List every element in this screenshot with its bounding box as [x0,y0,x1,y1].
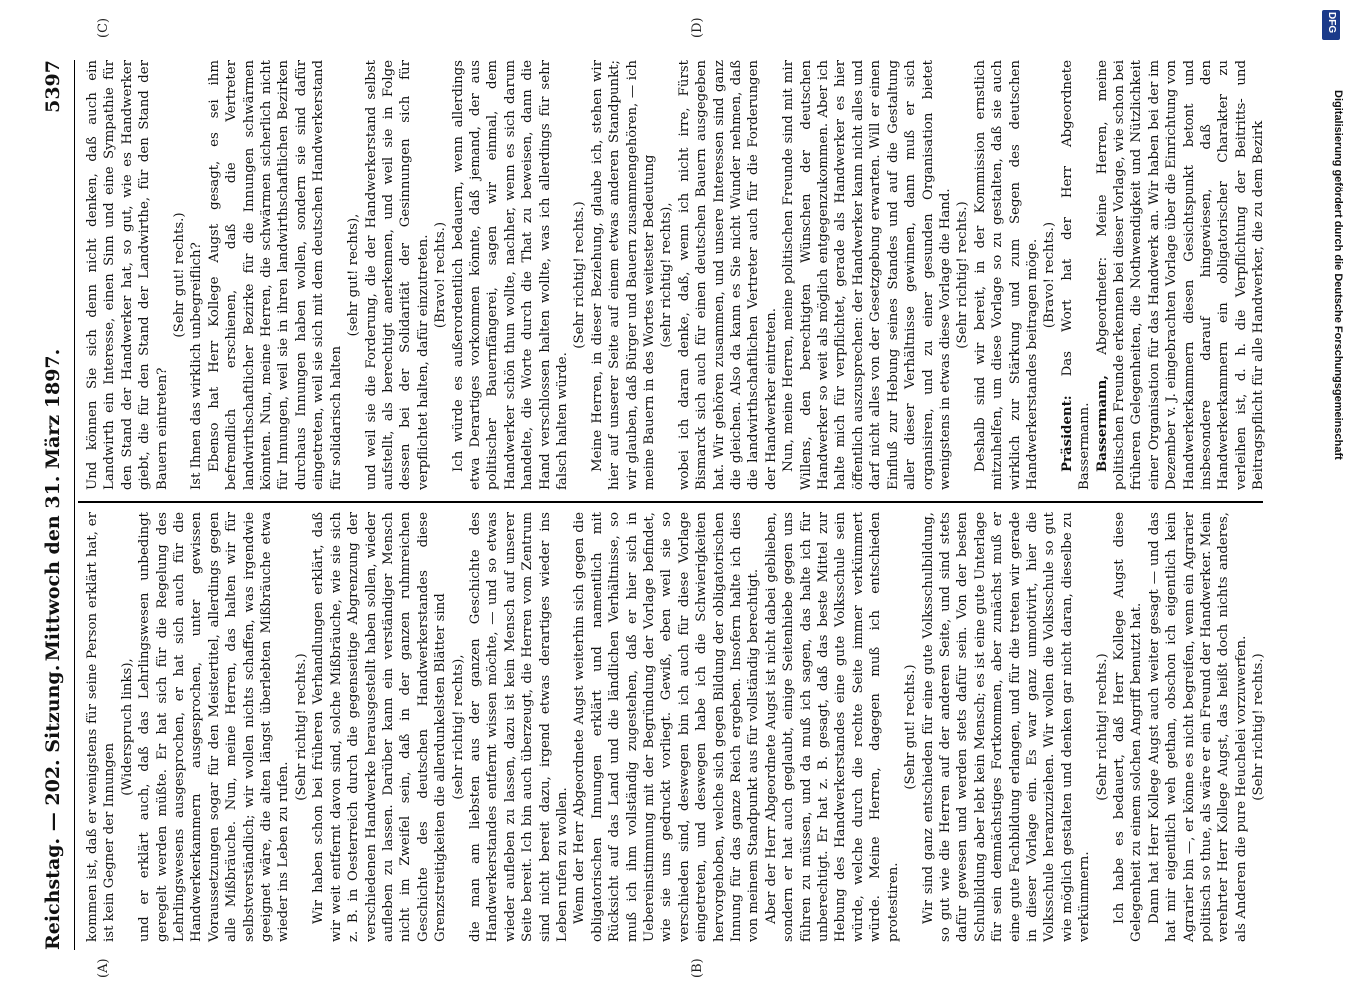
right-paragraph [1059,60,1094,490]
left-paragraph [1094,512,1111,942]
paragraph-text: Wir haben schon bei früheren Verhandlungen erklärt, daß wir weit entfernt davon sind, solche Mißbräuche, wie sie sich z. B. in Oesterreich durch die gegenseitige Abgrenzung der verschiedenen Handwerke herausgestellt haben sollen, wieder aufleben zu lassen. Darüber kann ein verständiger Mensch nicht im Zweifel sein, daß in der ganzen ruhmreichen Geschichte des deutschen Handwerkerstandes diese Grenzstreitigkeiten die allerdunkelsten Blätter sind [311,512,449,942]
left-paragraph [902,512,919,942]
paragraph-text: Ist Ihnen das wirklich unbegreiflich? [189,242,205,490]
paragraph-text: Nun, meine Herren, meine politischen Freunde sind mit mir Willens, den berechtigten Wünschen der deutschen Handwerker so weit als möglich entgegenzukommen. Aber ich halte mich für verpflichtet, gerade als Handwerker es hier öffentlich auszusprechen: der Handwerker kann nicht alles und darf nicht alles von der Gesetzgebung erwarten. Will er einen Einfluß zur Hebung seines Standes und auf die Gestaltung aller dieser Verhältnisse gewinnen, dann muß er sich organisiren, und zu einer gesunden Organisation bietet wenigstens in etwas diese Vorlage die Hand. [781,60,953,490]
running-head [34,60,75,950]
left-column [84,512,1267,942]
paragraph-text: (Sehr gut! rechts.) [903,664,919,790]
right-paragraph [676,60,780,490]
right-paragraph [84,60,171,490]
margin-marker-d: (D) [690,17,705,38]
left-paragraph [450,512,467,942]
right-paragraph [1094,60,1268,490]
dfg-logo-text: DFG [1326,12,1337,34]
right-paragraph [188,60,205,490]
right-paragraph [954,60,971,490]
paragraph-text: Meine Herren, in dieser Beziehung, glaube ich, stehen wir hier auf unserer Seite auf einem etwas anderen Standpunkt; wir glauben, daß Bürger und Bauern zusammengehören, — ich meine Bauern in des Wortes weitester Bedeutung [589,60,657,490]
paragraph-text: kommen ist, daß er wenigstens für seine Person erklärt hat, er ist kein Gegner der Innungen [85,512,118,942]
paragraph-text: Ich würde es außerordentlich bedauern, wenn allerdings etwa Derartiges vorkommen könnte, daß jemand, der aus politischer Bauernfängerei, sagen wir einmal, dem Handwerker schön thun wollte, nachher, wenn es sich darum handelte, die Worte durch die That zu beweisen, dann die Hand verschlossen halten wollte, was ich allerdings für sehr falsch halten würde. [450,60,570,490]
paragraph-text: (Sehr richtig! rechts.) [955,201,971,349]
left-paragraph [571,512,762,942]
digitization-note [1318,90,1346,970]
dfg-logo [1322,10,1340,40]
paragraph-text: (Widerspruch links), [119,658,135,796]
right-paragraph [780,60,954,490]
paragraph-text: Deshalb sind wir bereit, in der Kommission ernstlich mitzuhelfen, um diese Vorlage so zu gestalten, daß sie auch wirklich zur Stärkung und zum Segen des deutschen Handwerkerstandes beitragen möge. [972,60,1040,490]
paragraph-text: Das Wort hat der Herr Abgeordnete Bassermann. [1059,60,1093,490]
paragraph-text: (Sehr richtig! rechts.) [1094,653,1110,801]
right-paragraph [589,60,659,490]
paragraph-text: (sehr richtig! rechts), [659,202,675,348]
right-paragraph [450,60,572,490]
digitization-note-text: Digitalisierung gefördert durch die Deutsche Forschungsgemeinschaft [1332,90,1344,460]
right-paragraph [345,60,362,490]
paragraph-text: (Sehr richtig! rechts.) [572,201,588,349]
left-paragraph [84,512,119,942]
right-paragraph [171,60,188,490]
page-number: 5397 [42,60,64,113]
left-paragraph [920,512,1094,942]
right-paragraph [972,60,1042,490]
paragraph-text: (Bravo! rechts.) [1042,221,1058,329]
right-paragraph [571,60,588,490]
left-paragraph [136,512,293,942]
paragraph-text: Dann hat Herr Kollege Augst auch weiter gesagt — und das hat mir eigentlich weh gethan, obschon ich eigentlich kein Agrarier bin —, er könne es nicht begreifen, wenn ein Agrarier politisch so thue, als wäre er ein Freund der Handwerker. Mein verehrter Herr Kollege Augst, das heißt doch nichts anderes, als Anderen die pure Heuchelei vorzuwerfen. [1146,512,1249,942]
column-rule [78,502,1263,504]
paragraph-text: Abgeordneter: Meine Herren, meine politischen Freunde erkennen bei dieser Vorlage, wie schon bei früheren Gelegenheiten, die Nothwendigkeit und Nützlichkeit einer Organisation für das Handwerk an. Wir haben bei der im Dezember v. J. eingebrachten Vorlage über die Einrichtung von Handwerkerkammern diesen Gesichtspunkt betont und insbesondere darauf hingewiesen, daß den Handwerkerkammern ein obligatorischer Charakter zu verleihen ist, d. h. die Verpflichtung der Beitritts- und Beitragspflicht für alle Handwerker, die zu dem Bezirk [1094,60,1267,490]
paragraph-text: Aber der Herr Abgeordnete Augst ist nicht dabei geblieben, sondern er hat auch geglaubt, einige Seitenhiebe gegen uns führen zu müssen, und da muß ich sagen, das halte ich für unberechtigt. Er hat z. B. gesagt, daß das beste Mittel zur Hebung des Handwerkerstandes eine gute Volksschule sein würde, welche durch die rechte Seite immer verkümmert würde. Meine Herren, dagegen muß ich entschieden protestiren. [763,512,901,942]
paragraph-text: Ich habe es bedauert, daß Herr Kollege Augst diese Gelegenheit zu einem solchen Angriff benutzt hat. [1111,512,1145,942]
paragraph-text: (Sehr richtig! rechts.) [1251,653,1267,801]
paragraph-text: Wir sind ganz entschieden für eine gute Volksschulbildung, so gut wie die Herren auf der anderen Seite, und sind stets dafür gewesen und werden stets dafür sein. Von der besten Schulbildung aber lebt kein Mensch; es ist eine gute Unterlage für sein demnächstiges Fortkommen, aber zunächst muß er eine gute Fachbildung erlangen, und für die treten wir gerade in dieser Vorlage ein. Es war ganz unmotivirt, hier die Volksschule heranzuziehen. Wir wollen die Volksschule so gut wie möglich gestalten und denken gar nicht daran, dieselbe zu verkümmern. [920,512,1093,942]
paragraph-text: (Sehr gut! rechts.) [172,212,188,338]
left-paragraph [310,512,449,942]
right-paragraph [658,60,675,490]
paragraph-text: (Bravo! rechts.) [433,221,449,329]
left-paragraph [467,512,571,942]
right-paragraph [1041,60,1058,490]
speaker-name: Präsident: [1059,395,1075,472]
paragraph-text: Wenn der Herr Abgeordnete Augst weiterhin sich gegen die obligatorischen Innungen erklärt und namentlich mit Rücksicht auf das Land und die ländlichen Verhältnisse, so muß ich ihm vollständig zugestehen, daß er hier sich in Uebereinstimmung mit der Begründung der Vorlage befindet, wie sie uns gedruckt vorliegt. Gewiß, eben weil sie so verschieden sind, deswegen bin ich auch für diese Vorlage eingetreten, und deswegen habe ich die Schwierigkeiten hervorgehoben, welche sich gegen Bildung der obligatorischen Innung für das ganze Reich ergeben. Insofern halte ich dies von meinem Standpunkt aus für vollständig berechtigt. [572,512,762,942]
speaker-name: Bassermann, [1094,375,1110,472]
paragraph-text: (Sehr richtig! rechts.) [293,653,309,801]
paragraph-text: wobei ich daran denke, daß, wenn ich nicht irre, Fürst Bismarck sich auch für einen deutschen Bauern ausgegeben hat. Wir gehören zusammen, und unsere Interessen sind ganz die gleichen. Also da kann es Sie nicht Wunder nehmen, daß die landwirthschaftlichen Vertreter auch für die Forderungen der Handwerker eintreten. [676,60,779,490]
left-paragraph [1250,512,1267,942]
left-paragraph [1146,512,1250,942]
left-paragraph [763,512,902,942]
paragraph-text: die man am liebsten aus der ganzen Geschichte des Handwerkerstandes entfernt wissen möchte, — und so etwas wieder aufleben zu lassen, dazu ist kein Mensch auf unserer Seite bereit. Ich bin auch überzeugt, die Herren vom Zentrum sind nicht bereit dazu, irgend etwas derartiges wieder ins Leben rufen zu wollen. [467,512,570,942]
running-head-date: Mittwoch den 31. März 1897. [42,348,64,662]
paragraph-text: und weil sie die Forderung, die der Handwerkerstand selbst aufstellt, als berechtigt anerkennen, und weil sie in Folge dessen bei der Solidarität der Gesinnungen sich für verpflichtet halten, dafür einzutreten. [363,60,431,490]
left-paragraph [293,512,310,942]
paragraph-text: (sehr gut! rechts), [346,213,362,337]
margin-marker-b: (B) [690,958,705,978]
right-paragraph [206,60,345,490]
margin-marker-c: (C) [96,17,111,38]
left-paragraph [1111,512,1146,942]
right-column [84,60,1267,490]
paragraph-text: (sehr richtig! rechts), [450,654,466,800]
right-paragraph [363,60,433,490]
paragraph-text: und er erklärt auch, daß das Lehrlingswesen unbedingt geregelt werden müßte. Er hat sich für die Regelung des Lehrlingswesens ausgesprochen, er hat sich auch für die Handwerkerkammern ausgesprochen, unter gewissen Voraussetzungen sogar für den Meistertitel, allerdings gegen alle Mißbräuche. Nun, meine Herren, das halten wir für selbstverständlich; wir wollen nichts schaffen, was irgendwie geeignet wäre, die alten längst überlebten Mißbräuche etwa wieder ins Leben zu rufen. [137,512,292,942]
right-paragraph [432,60,449,490]
left-paragraph [119,512,136,942]
margin-marker-a: (A) [96,958,111,978]
paragraph-text: Und können Sie sich denn nicht denken, daß auch ein Landwirth ein Interesse, einen Sinn und eine Sympathie für den Stand der Handwerker hat, so gut, wie es Handwerker giebt, die für den Stand der Landwirthe, für den Stand der Bauern eintreten? [85,60,170,490]
paragraph-text: Ebenso hat Herr Kollege Augst gesagt, es sei ihm befremdlich erschienen, daß die Vertreter landwirthschaftlicher Bezirke für die Innungen schwärmen könnten. Nun, meine Herren, die schwärmen sicherlich nicht für Innungen, weil sie in ihren landwirthschaftlichen Bezirken durchaus Innungen haben wollen, sondern sie sind dafür eingetreten, weil sie sich mit dem deutschen Handwerkerstand für solidarisch halten [206,60,344,490]
running-head-left: Reichstag. — 202. Sitzung. [42,664,64,950]
